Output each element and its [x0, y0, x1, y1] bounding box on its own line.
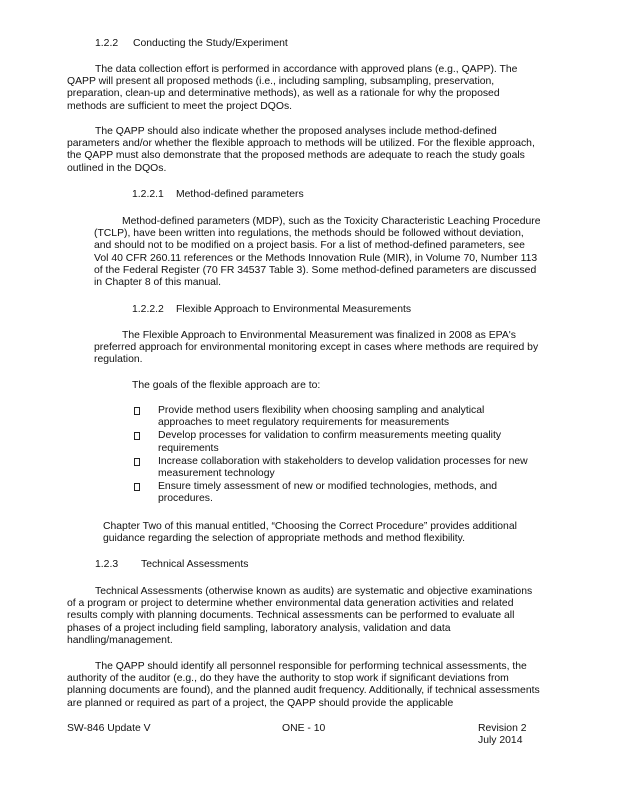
bullet-icon — [134, 458, 140, 466]
section-number: 1.2.2.2 — [132, 304, 164, 315]
bullet-icon — [134, 483, 140, 491]
footer-document-id: SW-846 Update V — [67, 723, 151, 734]
footer-page-number: ONE - 10 — [282, 723, 326, 734]
list-item: Develop processes for validation to confirm measurements meeting quality requirements — [158, 430, 538, 454]
footer-revision — [478, 723, 527, 747]
section-title: Technical Assessments — [141, 559, 249, 570]
paragraph-technical-assessments: Technical Assessments (otherwise known as audits) are systematic and objective examinations of a program or project to determine whether environmental data generation activities and related results comply with planning documents. Technical assessments can be performed to evaluate all phases of a project including field sampling, laboratory analysis, validation and data handling/management. — [67, 586, 533, 646]
section-heading-1-2-2 — [95, 38, 288, 50]
paragraph-goals-intro: The goals of the flexible approach are to: — [132, 380, 321, 391]
bullet-icon — [134, 407, 140, 415]
footer-date-line: July 2014 — [478, 735, 523, 747]
section-heading-1-2-2-1 — [132, 189, 304, 201]
section-number: 1.2.3 — [95, 559, 119, 570]
paragraph-chapter-two: Chapter Two of this manual entitled, “Choosing the Correct Procedure” provides additional guidance regarding the selection of appropriate methods and method flexibility. — [103, 521, 517, 545]
bullet-icon — [134, 432, 140, 440]
list-item: Provide method users flexibility when choosing sampling and analytical approaches to meet regulatory requirements for measurements — [158, 405, 538, 429]
list-item: Ensure timely assessment of new or modified technologies, methods, and procedures. — [158, 481, 538, 505]
section-title: Method-defined parameters — [176, 189, 304, 200]
section-heading-1-2-3 — [95, 559, 248, 571]
section-heading-1-2-2-2 — [132, 304, 411, 316]
paragraph-data-collection: The data collection effort is performed in accordance with approved plans (e.g., QAPP). The QAPP will present all proposed methods (i.e., including sampling, subsampling, preservation, preparation, clean-up and determinative methods), as well as a rationale for why the proposed methods are sufficient to meet the project DQOs. — [67, 64, 518, 112]
paragraph-qapp-personnel: The QAPP should identify all personnel responsible for performing technical assessments, the authority of the auditor (e.g., do they have the authority to stop work if significant deviations from planning documents are found), and the planned audit frequency. Additionally, if technical assessments are planned or required as part of a project, the QAPP should provide the applicable — [67, 661, 540, 709]
section-number: 1.2.2 — [95, 38, 119, 49]
section-title: Flexible Approach to Environmental Measurements — [176, 304, 412, 315]
list-item: Increase collaboration with stakeholders to develop validation processes for new measurement technology — [158, 456, 538, 480]
paragraph-flexible-approach: The Flexible Approach to Environmental Measurement was finalized in 2008 as EPA's preferred approach for environmental monitoring except in cases where methods are required by regulation. — [94, 330, 539, 366]
paragraph-method-defined-parameters: Method-defined parameters (MDP), such as the Toxicity Characteristic Leaching Procedure (TCLP), have been written into regulations, the methods should be followed without deviation, and should not to be modified on a project basis. For a list of method-defined parameters, see Vol 40 CFR 260.11 references or the Methods Innovation Rule (MIR), in Volume 70, Number 113 of the Federal Register (70 FR 34537 Table 3). Some method-defined parameters are discussed in Chapter 8 of this manual. — [94, 216, 541, 289]
paragraph-qapp-analyses: The QAPP should also indicate whether the proposed analyses include method-defined parameters and/or whether the flexible approach to methods will be utilized. For the flexible approach, the QAPP must also demonstrate that the proposed methods are adequate to reach the study goals outlined in the DQOs. — [67, 126, 535, 174]
footer-revision-line: Revision 2 — [478, 723, 527, 734]
section-number: 1.2.2.1 — [132, 189, 164, 200]
section-title: Conducting the Study/Experiment — [133, 38, 288, 49]
goals-list — [158, 405, 538, 507]
